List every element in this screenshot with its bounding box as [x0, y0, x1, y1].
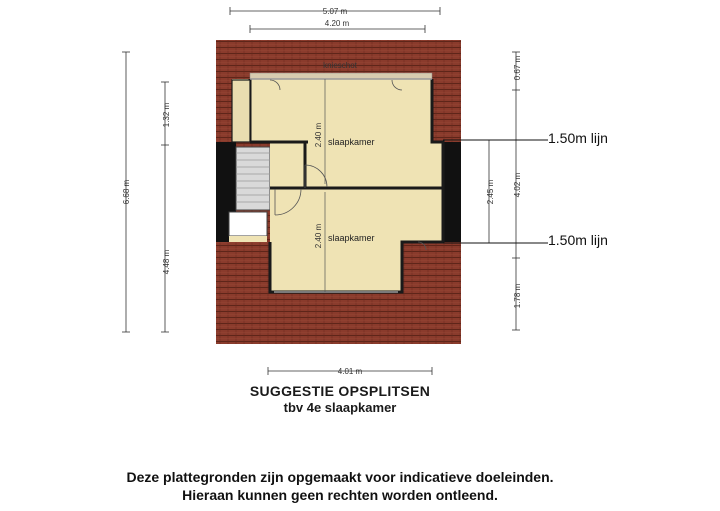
dimension-bottom	[268, 367, 432, 376]
plan-title: SUGGESTIE OPSPLITSEN	[249, 383, 431, 399]
dimension-right	[485, 52, 522, 330]
dim-room-lower: 2.40 m	[314, 223, 323, 249]
room-label-upper: slaapkamer	[328, 137, 375, 147]
dormer-wall	[443, 142, 461, 242]
room-label-lower: slaapkamer	[328, 233, 375, 243]
dim-top-inner: 4.20 m	[324, 19, 350, 28]
plan-subtitle: tbv 4e slaapkamer	[283, 400, 397, 415]
dimension-top	[230, 7, 440, 33]
dim-room-upper: 2.40 m	[314, 122, 323, 148]
dimension-left	[122, 52, 171, 332]
dim-top-total: 5.07 m	[322, 7, 348, 16]
disclaimer-line-2: Hieraan kunnen geen rechten worden ontleend.	[182, 487, 498, 503]
landing	[229, 212, 267, 236]
staircase	[236, 147, 270, 210]
height-lines	[443, 130, 608, 248]
dim-right-bottom: 1.78 m	[513, 283, 522, 309]
knieschot-label: knieschot	[323, 61, 357, 70]
dim-left-upper: 1.32 m	[162, 102, 171, 128]
dim-bottom: 4.01 m	[337, 367, 363, 376]
dim-left-lower: 4.48 m	[162, 249, 171, 275]
landing-floor	[229, 236, 267, 242]
dim-left-total: 6.68 m	[122, 179, 131, 205]
dim-right-middle: 4.02 m	[513, 172, 522, 198]
disclaimer-line-1: Deze plattegronden zijn opgemaakt voor indicatieve doeleinden.	[126, 469, 554, 485]
dim-right-top: 0.67 m	[513, 55, 522, 81]
lijn-upper-label: 1.50m lijn	[548, 130, 608, 146]
dim-inner-right: 2.45 m	[486, 179, 495, 205]
lijn-lower-label: 1.50m lijn	[548, 232, 608, 248]
knieschot-strip	[250, 73, 432, 79]
